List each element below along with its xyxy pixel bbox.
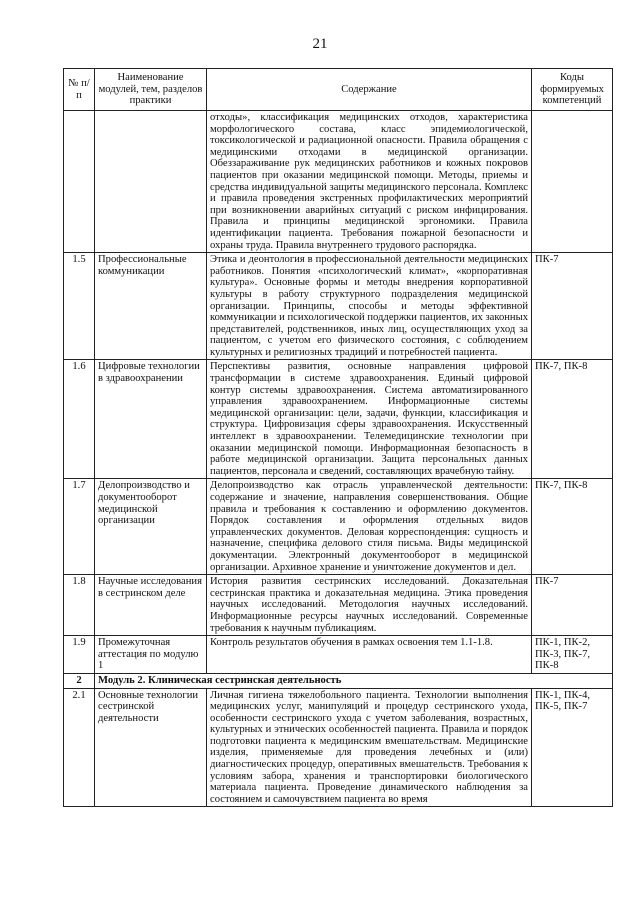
header-name: Наименование модулей, тем, разделов практики [95, 69, 207, 111]
module-num: 2 [64, 673, 95, 688]
row-name [95, 111, 207, 253]
row-codes: ПК-7, ПК-8 [532, 479, 613, 575]
header-num: № п/п [64, 69, 95, 111]
row-num: 1.9 [64, 636, 95, 674]
row-content: Этика и деонтология в профессиональной деятельности медицинских работников. Понятия «психологический климат», «корпоративная культура». Основные формы и методы внедрения корпоративной культуры в работу структурного подразделения медицинской организации. Принципы, способы и методы эффективной коммуникации и психологической поддержки пациентов, их законных представителей, родственников, иных лиц, осуществляющих уход за пациентом, с учетом его физического состояния, с соблюдением культурных и религиозных традиций и потребностей пациента. [207, 253, 532, 360]
row-name: Цифровые технологии в здравоохранении [95, 360, 207, 479]
row-num: 2.1 [64, 688, 95, 807]
row-content: отходы», классификация медицинских отходов, характеристика морфологического состава, класс эпидемиологической, токсикологической и радиационной опасности. Правила обращения с медицинскими отходами в медицинской организации. Обеззараживание рук медицинских работников и кожных покровов пациентов при оказании медицинской помощи. Методы, приемы и средства индивидуальной защиты медицинского персонала. Комплекс и правила проведения экстренных профилактических мероприятий при возникновении аварийных ситуаций с риском инфицирования. Правила и принципы медицинской эргономики. Правила идентификации пациента. Требования пожарной безопасности и охраны труда. Правила внутреннего трудового распорядка. [207, 111, 532, 253]
row-content: Личная гигиена тяжелобольного пациента. Технологии выполнения медицинских услуг, манипуляций и процедур сестринского ухода, особенности сестринского ухода с учетом заболевания, возрастных, культурных и этнических особенностей пациента. Правила и порядок подготовки пациента к медицинским вмешательствам. Медицинские изделия, применяемые для проведения лечебных и (или) диагностических процедур, оперативных вмешательств. Требования к условиям забора, хранения и транспортировки биологического материала пациента. Проведение динамического наблюдения за состоянием и самочувствием пациента во время [207, 688, 532, 807]
row-content: История развития сестринских исследований. Доказательная сестринская практика и доказательная медицина. Этика проведения научных исследований. Методология научных исследований. Информационные ресурсы научных исследований. Современные требования к научным публикациям. [207, 575, 532, 636]
row-codes [532, 111, 613, 253]
row-name: Основные технологии сестринской деятельности [95, 688, 207, 807]
header-codes: Коды формируемых компетенций [532, 69, 613, 111]
row-name: Научные исследования в сестринском деле [95, 575, 207, 636]
row-content: Перспективы развития, основные направления цифровой трансформации в системе здравоохранения. Единый цифровой контур системы здравоохранения. Система автоматизированного управления здравоохранением. Информационные системы медицинской организации: цели, задачи, функции, классификация и структура. Цифровизация сферы здравоохранения. Искусственный интеллект в здравоохранении. Телемедицинские технологии при оказании медицинской помощи. Информационная безопасность в работе медицинской организации. Защита персональных данных пациентов, персонала и сведений, составляющих врачебную тайну. [207, 360, 532, 479]
row-name: Делопроизводство и документооборот медицинской организации [95, 479, 207, 575]
table-row [64, 360, 613, 479]
table-row [64, 636, 613, 674]
row-codes: ПК-7 [532, 575, 613, 636]
table-row [64, 688, 613, 807]
row-codes: ПК-7, ПК-8 [532, 360, 613, 479]
header-content: Содержание [207, 69, 532, 111]
row-content: Контроль результатов обучения в рамках освоения тем 1.1-1.8. [207, 636, 532, 674]
row-num: 1.6 [64, 360, 95, 479]
row-num: 1.5 [64, 253, 95, 360]
row-num: 1.8 [64, 575, 95, 636]
row-num [64, 111, 95, 253]
module-title: Модуль 2. Клиническая сестринская деятельность [95, 673, 613, 688]
table-row [64, 575, 613, 636]
row-codes: ПК-7 [532, 253, 613, 360]
table-row [64, 253, 613, 360]
table-row [64, 111, 613, 253]
table-row [64, 479, 613, 575]
row-codes: ПК-1, ПК-2, ПК-3, ПК-7, ПК-8 [532, 636, 613, 674]
curriculum-table [63, 68, 613, 807]
module-header-row [64, 673, 613, 688]
table-header-row [64, 69, 613, 111]
row-content: Делопроизводство как отрасль управленческой деятельности: содержание и значение, направления совершенствования. Общие правила и требования к составлению и оформлению документов. Порядок составления и оформления отдельных видов управленческих документов. Деловая корреспонденция: сущность и назначение, специфика делового стиля письма. Виды медицинской документации. Электронный документооборот в медицинской организации. Архивное хранение и уничтожение документов и дел. [207, 479, 532, 575]
row-name: Профессиональные коммуникации [95, 253, 207, 360]
row-num: 1.7 [64, 479, 95, 575]
page-number: 21 [312, 36, 328, 52]
row-name: Промежуточная аттестация по модулю 1 [95, 636, 207, 674]
row-codes: ПК-1, ПК-4, ПК-5, ПК-7 [532, 688, 613, 807]
